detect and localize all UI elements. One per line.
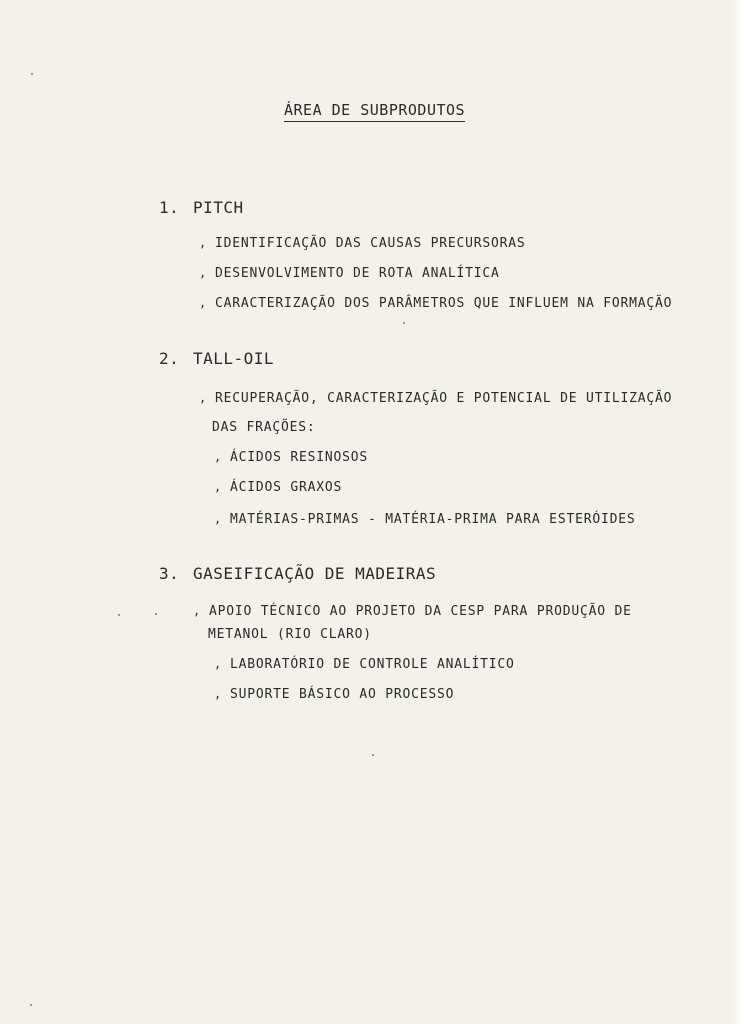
scan-speck	[372, 754, 374, 756]
sub-list-item: , MATÉRIAS-PRIMAS - MATÉRIA-PRIMA PARA ESTERÓIDES	[214, 512, 636, 527]
list-item-continuation: METANOL (RIO CLARO)	[208, 627, 372, 642]
scan-speck	[118, 614, 120, 616]
bullet-mark: ,	[214, 480, 223, 494]
bullet-mark: ,	[193, 604, 202, 618]
section-heading-gaseificacao	[159, 564, 436, 583]
section-number: 1.	[159, 198, 180, 217]
section-heading-pitch	[159, 198, 244, 217]
bullet-mark: ,	[214, 450, 223, 464]
page-title: ÁREA DE SUBPRODUTOS	[284, 101, 465, 122]
list-item: , RECUPERAÇÃO, CARACTERIZAÇÃO E POTENCIAL DE UTILIZAÇÃO	[199, 391, 673, 406]
bullet-mark: ,	[214, 512, 223, 526]
sub-list-item: , LABORATÓRIO DE CONTROLE ANALÍTICO	[214, 657, 515, 672]
scan-speck	[31, 73, 33, 75]
bullet-mark: ,	[199, 391, 208, 405]
section-heading-tall-oil	[159, 349, 274, 368]
sub-list-item: , SUPORTE BÁSICO AO PROCESSO	[214, 687, 455, 702]
section-title: PITCH	[193, 198, 244, 217]
sub-list-item: , ÁCIDOS RESINOSOS	[214, 450, 369, 465]
list-item: , DESENVOLVIMENTO DE ROTA ANALÍTICA	[199, 266, 500, 281]
scan-speck	[30, 1004, 32, 1006]
bullet-mark: ,	[214, 657, 223, 671]
list-item: , CARACTERIZAÇÃO DOS PARÂMETROS QUE INFLUEM NA FORMAÇÃO	[199, 296, 673, 311]
section-number: 2.	[159, 349, 180, 368]
bullet-mark: ,	[199, 236, 208, 250]
section-title: TALL-OIL	[193, 349, 275, 368]
list-item-continuation: DAS FRAÇÕES:	[212, 420, 316, 435]
bullet-mark: ,	[199, 296, 208, 310]
scan-edge	[730, 0, 744, 1024]
section-number: 3.	[159, 564, 180, 583]
scan-speck	[403, 322, 405, 324]
list-item: , APOIO TÉCNICO AO PROJETO DA CESP PARA PRODUÇÃO DE	[193, 604, 632, 619]
bullet-mark: ,	[199, 266, 208, 280]
section-title: GASEIFICAÇÃO DE MADEIRAS	[193, 564, 437, 583]
sub-list-item: , ÁCIDOS GRAXOS	[214, 480, 343, 495]
list-item: , IDENTIFICAÇÃO DAS CAUSAS PRECURSORAS	[199, 236, 526, 251]
bullet-mark: ,	[214, 687, 223, 701]
scan-speck	[155, 613, 157, 615]
